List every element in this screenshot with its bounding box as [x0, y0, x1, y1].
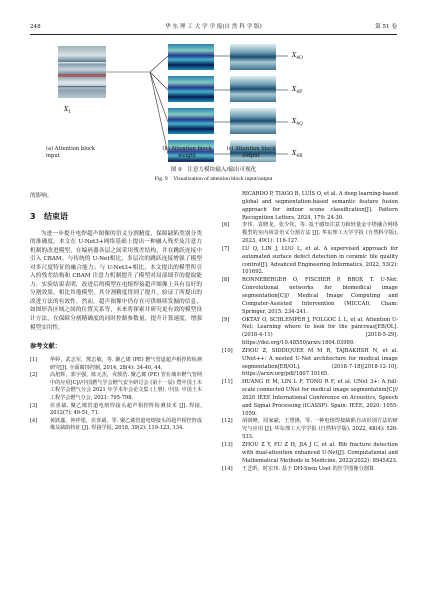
header-rule — [30, 34, 397, 35]
reference-item: [14] 王艺昕，时宏伟. 基于 DH-Swin Uset 的医学图像分割算 — [222, 465, 375, 472]
attention-output-maps — [230, 44, 276, 162]
output-label-2: $X_{4P}$ — [292, 86, 303, 96]
reference-item: [3] 伏喜斌. 聚乙烯管道电熔焊接头超声相控阵检测技术 [J]. 焊接, 2012(7): 49-51, 71. — [30, 402, 202, 417]
conclusion-paragraph: 为进一步提升电焊超声图像的语义分割精度，保障缺陷类别分类的准确度，本文在 U-Net3+网络基础上提出一种融入残差及注意力机制的改进模型，在编码器各层之间采用残差结构，并在跳跃连接中引入 CBAM。与传统的 U-Net相比，多层次的跳跃连接增强了模型对多尺度特征的融合能力；与 U-Net3+相比，本文提出的模型所引入的残差结构和 CBAM 注意力机制提升了模型对局部细节的提取能力。实验结果表明，改进后的模型在电熔焊接超声图像上具有良好的分割效果，相比其他模型，其分割精度得到了提升，验证了所提出的改进方法的有效性。然而，超声图像中仍存在可供继续发掘的信息，如图形各区域之间的位置关系等，未来将探索并研究更有效的模型设计方法，在保障分割精确度的同时控制参数量，提升计算速度，增强模型实用性。 — [30, 230, 202, 331]
section-heading — [30, 211, 202, 223]
section-number: 3 — [30, 211, 36, 221]
figure-caption-en: Fig. 9 Visualization of attention block input/output — [154, 176, 273, 182]
output-label-1: $X_{4O}$ — [292, 52, 303, 62]
reference-item: RICARDO P, TIAGO B, LUÍS O, et al. A deep learning-based global and segmentation-based semantic feature fusion approach for indoor scene classification[J]. Pattern Recognition Letters, 2024, 179: 24-30. — [242, 191, 398, 221]
reference-item: [12] 胡润峰，周家豪，王慧锋，等. 一种电熔焊接缺陷自动识别方法的研究与应用 [J]. 华东理工大学学报 (自然科学版), 2022, 48(4): 526-533. — [222, 418, 398, 441]
left-column — [30, 192, 202, 433]
reference-item: [7] LU Q, LIN J, LUO L, et al. A supervised approach for automated surface defect detection in ceramic tile quality control[J]. Advanced Engineering Informatics, 2022, 53(2): 101692. — [222, 245, 398, 276]
section-title: 结束语 — [44, 211, 68, 221]
reference-item: [4] 黄跃鑫，钟祥银，伏喜斌，等. 聚乙烯管道电熔接头的超声相控阵成像及缺陷特征 [J]. 焊接学报, 2018, 39(2): 119-123, 134. — [30, 417, 202, 432]
figure-9 — [30, 44, 397, 162]
attention-weight-maps — [168, 44, 214, 162]
reference-item: [8] RONNEBERGER O, FISCHER P, BROX T. U-Net: Convolutional networks for biomedical image segmentation[C]// Medical Image Computing and Computer-Assisted Intervention (MICCAI). Cham: Springer, 2015: 234-241. — [222, 277, 398, 315]
reference-item: [2] 高旭辉，郭宇强，陈元杰，戎骏浩. 聚乙烯 (PE) 管在城市燃气管网中的应用[C]//中国燃气学会燃气安全研讨会 (第十一届) 暨中国土木工程学会燃气分会 2021 年学术年会论文集 (上册). 中国: 中国土木工程学会燃气分会, 2021: 795-798. — [30, 372, 202, 402]
reference-item: [1] 华婷，武志军，熊志敏，等. 聚乙烯 (PE) 燃气管道超声相控阵检测研究[J]. 全面腐蚀控制, 2014, 28(4): 34-40, 44. — [30, 357, 202, 371]
connector-arrows — [106, 56, 288, 154]
reference-item: [13] ZHOU Z Y, FU Z H, JIA J C, et al. Rib fracture detection with dual-attention enhanced U-Net[J]. Computational and Mathematical Methods in Medicine, 2022(2022): 8945423. — [222, 442, 398, 464]
input-ultrasound-image — [58, 46, 106, 98]
output-label-3: $X_{4Q}$ — [292, 118, 303, 128]
right-column — [222, 191, 398, 473]
input-label: $X_1$ — [64, 106, 72, 116]
volume-number: 第 51 卷 — [375, 24, 397, 30]
subcaption-weight: (b) Attention block weight — [162, 146, 212, 159]
reference-item: [10] ZHOU Z, SIDDIQUEE M M R, TAJBAKHSH N, et al. UNet++: A nested U-Net architecture for medical image segmentation[EB/OL]. (2018-7-18)[2018-12-10]. https://arxiv.org/pdf/1807.10165. — [222, 347, 398, 378]
page-number: 248 — [30, 24, 41, 30]
references-heading: 参考文献： — [30, 343, 61, 351]
reference-item: [9] OKTAY O, SCHLEMPER J, FOLGOC L L, et al. Attention U-Net: Learning where to look for the pancreas[EB/OL]. (2018-4-11) [2018-5-29]. https://doi.org/10.48550/arxiv.1804.03999. — [222, 316, 398, 347]
output-label-4: $X_{4R}$ — [292, 150, 303, 160]
journal-title: 华 东 理 工 大 学 学 报(自 然 科 学 版) — [165, 24, 262, 30]
figure-caption-cn: 图 9 注意力模块输入/输出可视化 — [170, 167, 257, 173]
reference-item: [6] 李伟，袁晓龙，张少钦，等. 基于感知注意力和轻量金字塔融合网络模型的室内场景语义分割方法 [J]. 华东理工大学学报 (自然科学版), 2023, 49(1): 116-127. — [222, 222, 398, 245]
subcaption-input: (a) Attention block input — [46, 146, 96, 159]
running-header — [30, 22, 397, 32]
figure-9-graphic — [30, 44, 397, 162]
reference-item: [11] HUANG H M, LIN L F, TONG R F, et al. UNet 3+: A full-scale connected UNet for medical image segmentation[C]// 2020 IEEE International Conference on Acoustics, Speech and Signal Processing (ICASSP). Spain: IEEE, 2020: 1055-1059. — [222, 379, 398, 417]
subcaption-output: (c) Attention block output — [226, 146, 276, 159]
continued-text: 的影响。 — [30, 193, 53, 199]
